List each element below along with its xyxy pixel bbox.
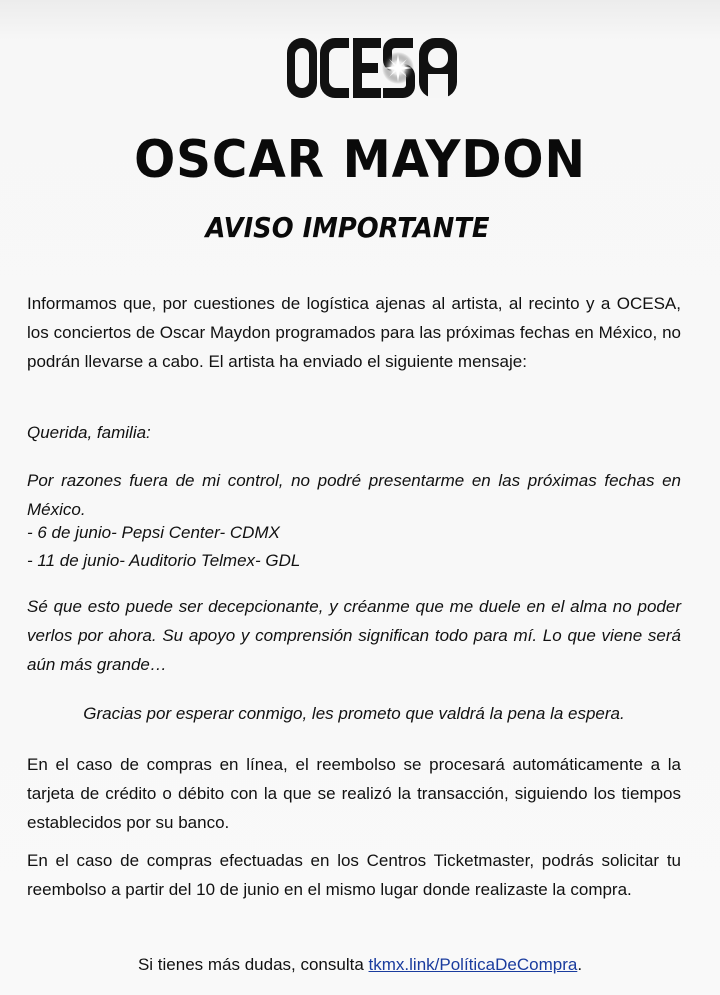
refund-online-paragraph: En el caso de compras en línea, el reembolso se procesará automáticamente a la tarjeta de crédito o débito con la que se realizó la transacción, siguiendo los tiempos establecidos por su banco.	[27, 755, 681, 832]
message-reason: Por razones fuera de mi control, no podré presentarme en las próximas fechas en México.	[27, 471, 681, 519]
policy-link[interactable]: tkmx.link/PolíticaDeCompra	[368, 955, 578, 974]
page-subtitle: AVISO IMPORTANTE	[205, 211, 490, 244]
logo-text: OCESA	[285, 34, 289, 35]
message-feelings: Sé que esto puede ser decepcionante, y créanme que me duele en el alma no poder verlos por ahora. Su apoyo y comprensión significan todo para mí. Lo que viene será aún más grande…	[27, 597, 681, 674]
message-greeting: Querida, familia:	[27, 423, 151, 442]
date-item-gdl: - 11 de junio- Auditorio Telmex- GDL	[27, 551, 301, 570]
page-title: OSCAR MAYDON	[134, 130, 586, 190]
date-item-cdmx: - 6 de junio- Pepsi Center- CDMX	[27, 523, 280, 542]
ocesa-logo	[285, 34, 461, 102]
footer-suffix: .	[577, 955, 583, 974]
message-thanks: Gracias por esperar conmigo, les prometo que valdrá la pena la espera.	[83, 704, 625, 723]
footer-prefix: Si tienes más dudas, consulta	[137, 955, 369, 974]
intro-paragraph: Informamos que, por cuestiones de logística ajenas al artista, al recinto y a OCESA, los conciertos de Oscar Maydon programados para las próximas fechas en México, no podrán llevarse a cabo. El artista ha enviado el siguiente mensaje:	[27, 294, 681, 371]
footer-line	[0, 950, 720, 979]
refund-store-paragraph: En el caso de compras efectuadas en los Centros Ticketmaster, podrás solicitar tu reembolso a partir del 10 de junio en el mismo lugar donde realizaste la compra.	[27, 851, 681, 899]
